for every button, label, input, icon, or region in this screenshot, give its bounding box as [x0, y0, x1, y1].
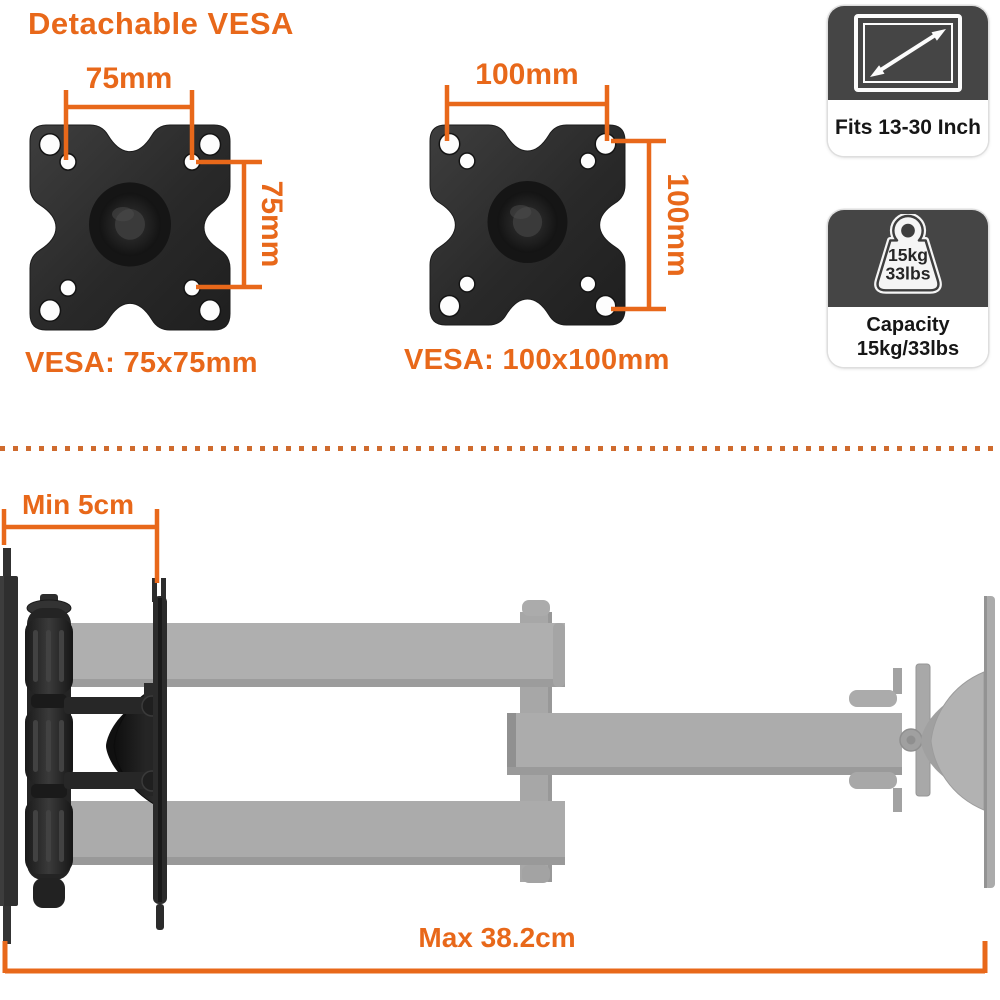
- badge-capacity-label-1: Capacity: [866, 314, 950, 336]
- arm-extended-gray: [68, 596, 995, 888]
- section-divider: [0, 446, 1000, 451]
- dim-min-depth-label: Min 5cm: [21, 489, 135, 520]
- arm-folded-black: [0, 548, 167, 944]
- page-title: Detachable VESA: [28, 6, 294, 41]
- vesa-plates-figure: [0, 55, 720, 390]
- tilt-link-bottom: [64, 772, 152, 789]
- dim-75-width-label: 75mm: [85, 62, 173, 95]
- caption-vesa-75: VESA: 75x75mm: [25, 347, 258, 379]
- caption-vesa-100: VESA: 100x100mm: [404, 344, 670, 376]
- dim-max-extension: [5, 922, 985, 973]
- gray-arm-bottom-bar: [68, 801, 565, 865]
- arm-side-view-figure: [0, 480, 1000, 1000]
- hinge-column: [25, 594, 73, 908]
- tilt-link-top: [64, 697, 152, 714]
- dim-max-extension-label: Max 38.2cm: [418, 922, 576, 953]
- dim-100-height-label: 100mm: [661, 173, 694, 277]
- dim-min-depth: [4, 489, 157, 583]
- gray-vesa-bell: [931, 672, 984, 810]
- screen-diagonal-icon: [828, 6, 988, 100]
- badge-capacity: [828, 210, 988, 367]
- weight-icon-kg: 15kg: [887, 244, 929, 265]
- dim-100-width-label: 100mm: [475, 58, 579, 91]
- badge-capacity-label-2: 15kg/33lbs: [856, 338, 960, 360]
- badge-screen-size-label: Fits 13-30 Inch: [835, 116, 981, 139]
- weight-icon-lbs: 33lbs: [885, 263, 931, 284]
- gray-arm-middle-bar: [507, 713, 902, 775]
- badge-screen-size: [828, 6, 988, 156]
- weight-icon: [828, 210, 988, 307]
- dim-75-height-label: 75mm: [255, 180, 288, 268]
- vesa-plate-75: [30, 125, 230, 330]
- gray-arm-top-bar: [68, 623, 565, 687]
- vesa-plate-100: [430, 125, 625, 325]
